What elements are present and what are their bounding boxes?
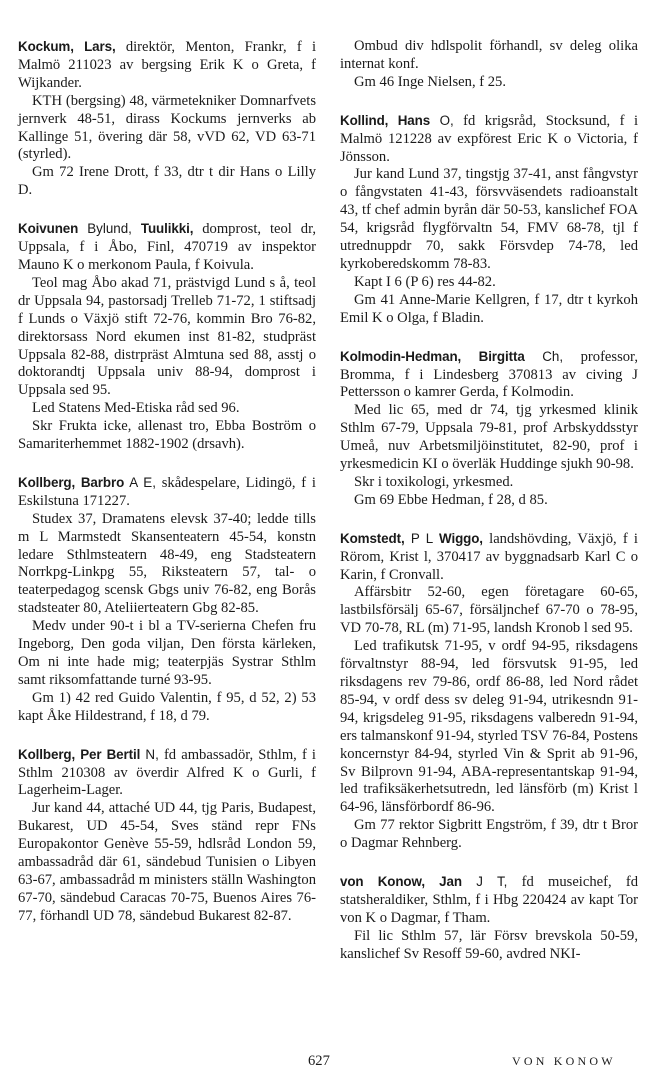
entry-paragraph: Jur kand Lund 37, tingstjg 37-41, anst fångvstyr o fångvstaten 41-43, försvväsendets radioanstalt 43, tf chef admin byrån där 50-53, kanslichef FOA 54, krigsråd flygförvaltn 54, FMV 68-78, tjl f utrednuppdr 70, sakk Försvdep 74-78, led kyrkoberedskomm 78-83.	[340, 166, 638, 272]
entry-head: Koivunen	[18, 221, 79, 237]
entry-kollberg-per-cont	[340, 38, 638, 92]
entry-paragraph: Led trafikutsk 71-95, v ordf 94-95, riksdagens förvaltnstyr 88-94, led försvutsk 91-95, led riksdagens rev 79-86, ordf 86-88, led Nord rådet 85-94, v ordf dess sv deleg 91-94, utrikesndn 91-94, krigsdeleg 91-95, riksdagens valberedn 91-94, ers talmanskonf 91-94, styrled TSV 76-84, Postens koncernstyr 84-94, styrled Vin & Sprit ab 91-96, Sv Bilprovn 91-94, ABA-representantskap 91-94, led trafiksäkerhetsutredn, led länsförb (m) Krist l 64-96, länsförbordf 86-96.	[340, 638, 638, 816]
entry-paragraph: Gm 69 Ebbe Hedman, f 28, d 85.	[354, 491, 548, 508]
entry-paragraph: KTH (bergsing) 48, värmetekniker Domnarfvets jernverk 48-51, dirass Kockums jernverks ab Kallinge 51, övering där 58, vVD 62, VD 63-71 (styrled).	[18, 92, 316, 163]
entry-kollberg-barbro: Kollberg, Barbro A E, skådespelare, Lidingö, f i Eskilstuna 171227. Studex 37, Dramatens elevsk 37-40; ledde tills m L Marmstedt Skansenteatern 45-54, konstn ledare Sthlmsteatern 48-49, eng Stadsteatern Norrkpg-Linkpg 55, Riksteatern 57, tal- o teaterpedagog scensk Gbgs univ 76-82, eng Borås stadsteater 80, Ateliierteatern Gbg 82-85. Medv under 90-t i bl a TV-serierna Chefen fru Ingeborg, Den goda viljan, Den första kärleken, Om ni inte hade mig; teaterpjäs Systrar Sthlm samt riksomfattande turné 93-95. Gm 1) 42 red Guido Valentin, f 95, d 52, 2) 53 kapt Åke Hildestrand, f 18, d 79.	[18, 474, 316, 724]
entry-von-konow: von Konow, Jan J T, fd museichef, fd statsheraldiker, Sthlm, f i Hbg 220424 av kapt Tor von K o Dagmar, f Tham. Fil lic Sthlm 57, lär Försv brevskola 50-59, kanslichef Sv Resoff 59-60, avdred NKI-	[340, 874, 638, 962]
entry-kollind: Kollind, Hans O, fd krigsråd, Stocksund, f i Malmö 121228 av expförest Eric K o Victoria, f Jönsson. Jur kand Lund 37, tingstjg 37-41, anst fångvstyr o fångvstaten 41-43, försvväsendets radioanstalt 43, tf chef admin byrån där 50-53, kanslichef FOA 54, krigsråd flygförvaltn 54, FMV 68-78, tjl f utrednuppdr 70, sakk Försvdep 74-78, led kyrkoberedskomm 78-83. Kapt I 6 (P 6) res 44-82. Gm 41 Anne-Marie Kellgren, f 17, dtr t kyrkoh Emil K o Olga, f Bladin.	[340, 112, 638, 326]
entry-paragraph: Skr i toxikologi, yrkesmed.	[354, 473, 514, 490]
entry-kollberg-per: Kollberg, Per Bertil N, fd ambassadör, Sthlm, f i Sthlm 210308 av överdir Alfred K o Gurli, f Lagerheim-Lager. Jur kand 44, attaché UD 44, tjg Paris, Budapest, Bukarest, UD 45-54, Sves ständ repr FNs Europakontor Genève 55-59, hdlsråd London 59, ambassadråd där 61, sändebud Tunisien o Libyen 63-67, ambassadråd m ministers ställn Washington 67-70, sändebud Caracas 70-75, Buenos Aires 76-77, förhandl UD 78, sändebud Bukarest 82-87.	[18, 746, 316, 924]
entry-paragraph: Gm 1) 42 red Guido Valentin, f 95, d 52, 2) 53 kapt Åke Hildestrand, f 18, d 79.	[18, 689, 316, 724]
entry-paragraph: Fil lic Sthlm 57, lär Försv brevskola 50-59, kanslichef Sv Resoff 59-60, avdred NKI-	[340, 927, 638, 962]
entry-paragraph: Kapt I 6 (P 6) res 44-82.	[354, 273, 496, 290]
entry-head: Kollberg, Per Bertil	[18, 746, 141, 762]
entry-komstedt: Komstedt, P L Wiggo, landshövding, Växjö, f i Rörom, Krist l, 370417 av byggnadsarb Karl C o Karin, f Cronvall. Affärsbitr 52-60, egen företagare 60-65, lastbilsförsälj 65-67, försäljnchef 67-70 o 78-95, VD 70-78, RL (m) 71-95, landsh Kronob l sed 95. Led trafikutsk 71-95, v ordf 94-95, riksdagens förvaltnstyr 88-94, led försvutsk 91-95, led riksdagens rev 79-86, ordf 86-88, led Nord rådet 85-94, v ordf dess sv deleg 91-94, utrikesndn 91-94, krigsdeleg 91-95, riksdagens valberedn 91-94, ers talmanskonf 91-94, styrled TSV 76-84, Postens koncernstyr 84-94, styrled Vin & Sprit ab 91-96, Sv Bilprovn 91-94, ABA-representantskap 91-94, led trafiksäkerhetsutredn, led länsförb (m) Krist l 64-96, länsförbordf 86-96. Gm 77 rektor Sigbritt Engström, f 39, dtr t Bror o Dagmar Rehnberg.	[340, 530, 638, 852]
entry-head: Kockum, Lars,	[18, 39, 116, 54]
entry-paragraph: Ombud div hdlspolit förhandl, sv deleg olika internat konf.	[340, 38, 638, 72]
entry-head: Komstedt,	[340, 530, 405, 546]
right-column	[340, 38, 638, 984]
entry-paragraph: Gm 46 Inge Nielsen, f 25.	[354, 73, 506, 90]
entry-koivunen: Koivunen Bylund, Tuulikki, domprost, teol dr, Uppsala, f i Åbo, Finl, 470719 av inspektor Mauno K o merkonom Paula, f Koivula. Teol mag Åbo akad 71, prästvigd Lund s å, teol dr Uppsala 94, pastorsadj Trelleb 71-72, 1 stiftsadj f Lunds o Växjö stift 72-76, kommin Bro 76-82, direktorsass Nord ekumen inst 81-82, studpräst Uppsala 82-88, distrpräst Almtuna sed 88, asstj o doktorandtj Uppsala univ 88-94, domprost i Uppsala sed 95. Led Statens Med-Etiska råd sed 96. Skr Frukta icke, allenast tro, Ebba Boström o Samariterhemmet 1882-1902 (drsavh).	[18, 221, 316, 453]
entry-paragraph: Gm 77 rektor Sigbritt Engström, f 39, dtr t Bror o Dagmar Rehnberg.	[340, 817, 638, 852]
entry-paragraph: Led Statens Med-Etiska råd sed 96.	[32, 400, 240, 417]
entry-paragraph: Affärsbitr 52-60, egen företagare 60-65, lastbilsförsälj 65-67, försäljnchef 67-70 o 78-95, VD 70-78, RL (m) 71-95, landsh Kronob l sed 95.	[340, 584, 638, 637]
entry-paragraph: Med lic 65, med dr 74, tjg yrkesmed klinik Sthlm 67-79, Uppsala 79-81, prof Arbskyddsstyr Umeå, nuv Arbetsmiljöinstitutet, 82-90, prof i yrkesmedicin KI o överläk Huddinge sjukh 90-98.	[340, 402, 638, 473]
left-column	[18, 38, 316, 946]
entry-kockum: Kockum, Lars, direktör, Menton, Frankr, f i Malmö 211023 av bergsing Erik K o Greta, f Wijkander. KTH (bergsing) 48, värmetekniker Domnarfvets jernverk 48-51, dirass Kockums jernverks ab Kallinge 51, övering där 58, vVD 62, VD 63-71 (styrled). Gm 72 Irene Drott, f 33, dtr t dir Hans o Lilly D.	[18, 39, 316, 199]
entry-head: Kollberg, Barbro	[18, 474, 125, 490]
entry-paragraph: Skr Frukta icke, allenast tro, Ebba Boström o Samariterhemmet 1882-1902 (drsavh).	[18, 418, 316, 453]
entry-paragraph: Jur kand 44, attaché UD 44, tjg Paris, Budapest, Bukarest, UD 45-54, Sves ständ repr FNs Europakontor Genève 55-59, hdlsråd London 59, ambassadråd där 61, sändebud Tunisien o Libyen 63-67, ambassadråd m ministers ställn Washington 67-70, sändebud Caracas 70-75, Buenos Aires 76-77, förhandl UD 78, sändebud Bukarest 82-87.	[18, 800, 316, 924]
entry-paragraph: Gm 72 Irene Drott, f 33, dtr t dir Hans o Lilly D.	[18, 164, 316, 199]
page-number: 627	[308, 1053, 330, 1069]
entry-kolmodin-hedman: Kolmodin-Hedman, Birgitta Ch, professor, Bromma, f i Lindesberg 370813 av civing J Pettersson o kamrer Gerda, f Kolmodin. Med lic 65, med dr 74, tjg yrkesmed klinik Sthlm 67-79, Uppsala 79-81, prof Arbskyddsstyr Umeå, nuv Arbetsmiljöinstitutet, 82-90, prof i yrkesmedicin KI o överläk Huddinge sjukh 90-98. Skr i toxikologi, yrkesmed. Gm 69 Ebbe Hedman, f 28, d 85.	[340, 348, 638, 508]
entry-paragraph: Teol mag Åbo akad 71, prästvigd Lund s å, teol dr Uppsala 94, pastorsadj Trelleb 71-72, 1 stiftsadj f Lunds o Växjö stift 72-76, kommin Bro 76-82, direktorsass Nord ekumen inst 81-82, studpräst Uppsala 82-88, distrpräst Almtuna sed 88, asstj o doktorandtj Uppsala univ 88-94, domprost i Uppsala sed 95.	[18, 274, 316, 399]
entry-head: Kollind, Hans	[340, 112, 431, 128]
entry-paragraph: Studex 37, Dramatens elevsk 37-40; ledde tills m L Marmstedt Skansenteatern 45-54, konstn ledare Sthlmsteatern 48-49, eng Stadsteatern Norrkpg-Linkpg 55, Riksteatern 57, tal- o teaterpedagog scensk Gbgs univ 76-82, eng Borås stadsteater 80, Ateliierteatern Gbg 82-85.	[18, 510, 316, 617]
page-footer	[0, 1053, 664, 1077]
running-head: VON KONOW	[512, 1054, 616, 1068]
entry-paragraph: Medv under 90-t i bl a TV-serierna Chefen fru Ingeborg, Den goda viljan, Den första kärleken, Om ni inte hade mig; teaterpjäs Systrar Sthlm samt riksomfattande turné 93-95.	[18, 618, 316, 688]
entry-head: von Konow, Jan	[340, 874, 462, 890]
entry-paragraph: Gm 41 Anne-Marie Kellgren, f 17, dtr t kyrkoh Emil K o Olga, f Bladin.	[340, 291, 638, 326]
entry-head: Kolmodin-Hedman, Birgitta	[340, 348, 525, 364]
